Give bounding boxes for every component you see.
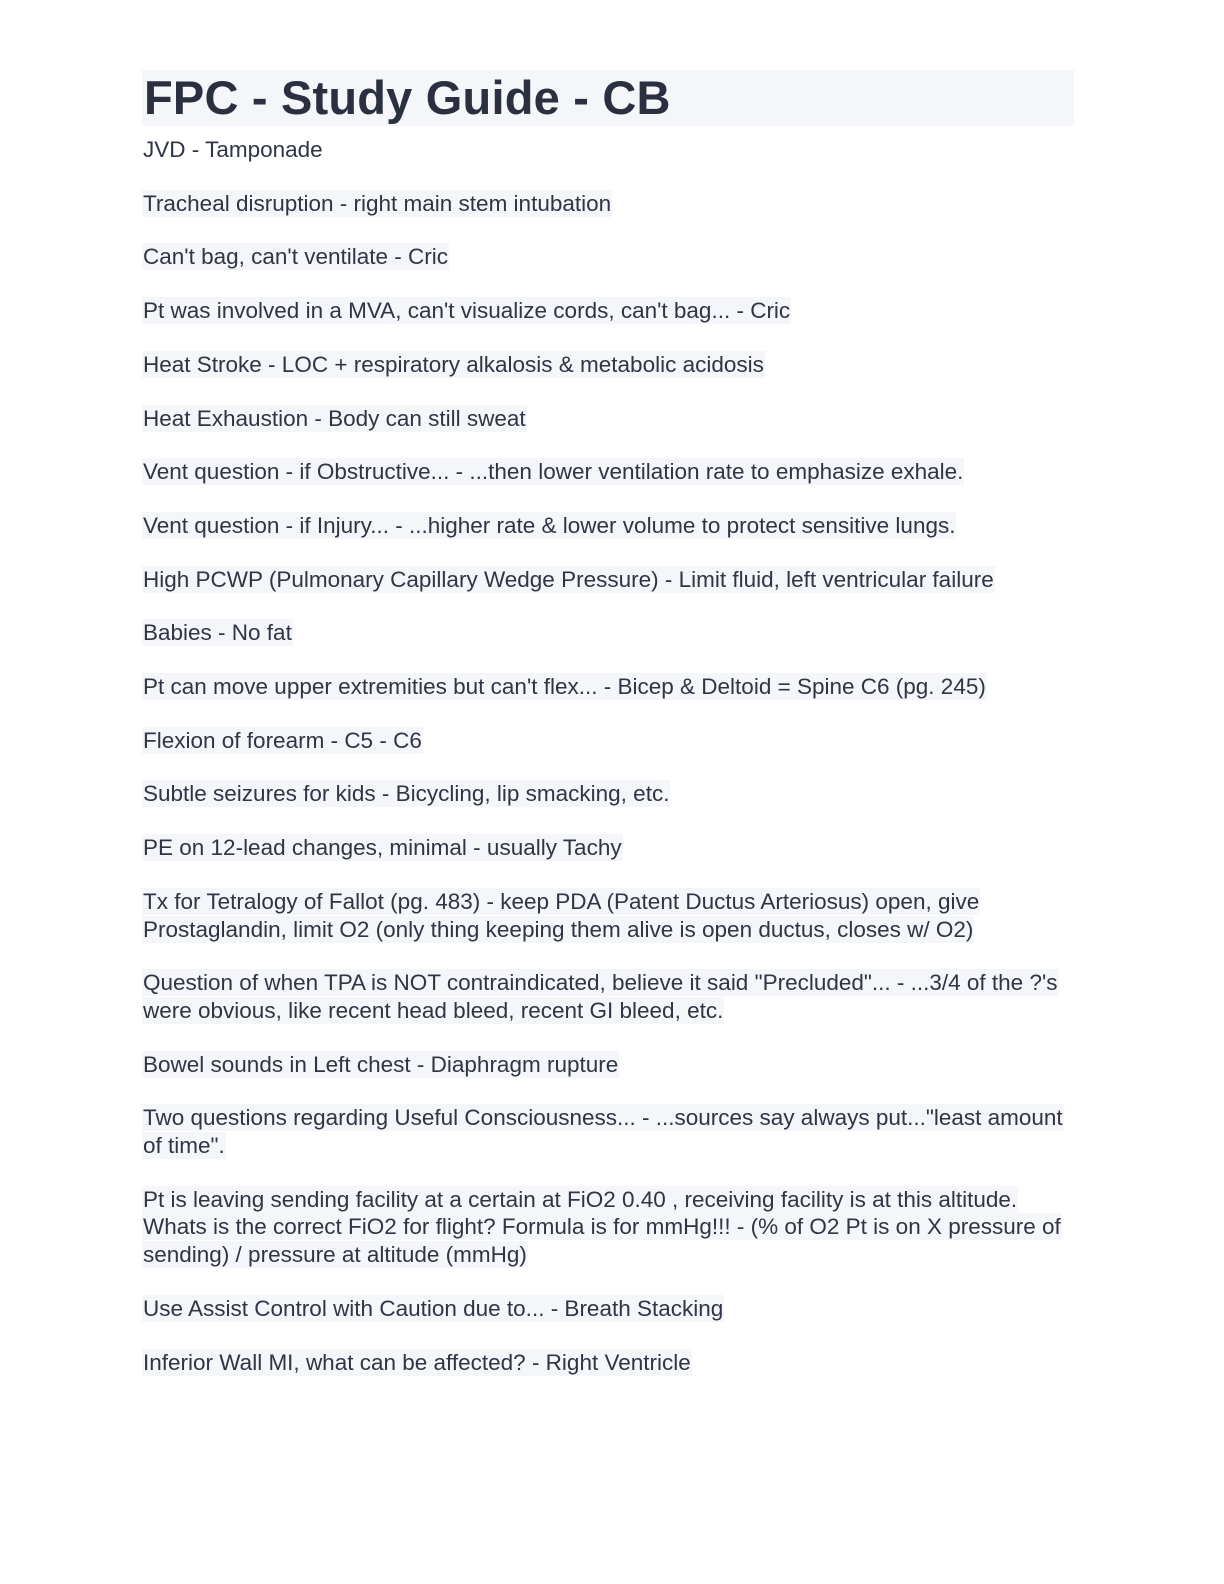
- flashcard: [142, 512, 1074, 540]
- flashcard-text: High PCWP (Pulmonary Capillary Wedge Pressure) - Limit fluid, left ventricular failure: [143, 566, 994, 592]
- flashcard: [142, 834, 1074, 862]
- flashcard: [142, 190, 1074, 218]
- flashcard: [142, 1104, 1074, 1159]
- flashcard: [142, 566, 1074, 594]
- flashcard-text: Can't bag, can't ventilate - Cric: [143, 244, 448, 270]
- flashcard-text: Subtle seizures for kids - Bicycling, lip smacking, etc.: [143, 781, 670, 807]
- flashcard-text: Inferior Wall MI, what can be affected? - Right Ventricle: [143, 1349, 691, 1375]
- flashcard-text: Vent question - if Injury... - ...higher rate & lower volume to protect sensitive lungs.: [143, 512, 956, 538]
- flashcard: [142, 136, 1074, 164]
- flashcard-text: Pt was involved in a MVA, can't visualize cords, can't bag... - Cric: [143, 298, 791, 324]
- flashcard-text: Question of when TPA is NOT contraindicated, believe it said "Precluded"... - ...3/4 of the ?'s were obvious, like recent head bleed, recent GI bleed, etc.: [143, 970, 1058, 1023]
- flashcard: [142, 458, 1074, 486]
- flashcard-text: Heat Exhaustion - Body can still sweat: [143, 405, 526, 431]
- flashcard: [142, 619, 1074, 647]
- flashcard: [142, 243, 1074, 271]
- flashcard: [142, 888, 1074, 943]
- flashcard-text: JVD - Tamponade: [143, 137, 323, 162]
- flashcard-text: Bowel sounds in Left chest - Diaphragm rupture: [143, 1051, 619, 1077]
- flashcard: [142, 297, 1074, 325]
- flashcard: [142, 351, 1074, 379]
- flashcard-text: Pt can move upper extremities but can't flex... - Bicep & Deltoid = Spine C6 (pg. 245): [143, 674, 986, 700]
- flashcard-text: Two questions regarding Useful Consciousness... - ...sources say always put..."least amount of time".: [143, 1105, 1063, 1159]
- flashcard: [142, 1349, 1074, 1377]
- flashcard: [142, 673, 1074, 701]
- flashcard: [142, 1051, 1074, 1079]
- flashcard-text: Tx for Tetralogy of Fallot (pg. 483) - keep PDA (Patent Ductus Arteriosus) open, give Prostaglandin, limit O2 (only thing keeping them alive is open ductus, closes w/ O2): [143, 888, 980, 942]
- flashcard-text: Use Assist Control with Caution due to... - Breath Stacking: [143, 1295, 724, 1321]
- flashcard: [142, 1186, 1074, 1269]
- flashcard-text: Flexion of forearm - C5 - C6: [143, 727, 422, 753]
- flashcard: [142, 727, 1074, 755]
- flashcard: [142, 405, 1074, 433]
- flashcard: [142, 969, 1074, 1024]
- flashcard-text: Pt is leaving sending facility at a certain at FiO2 0.40 , receiving facility is at this altitude. Whats is the correct FiO2 for flight? Formula is for mmHg!!! - (% of O2 Pt is on X pressure of sending) / pressure at altitude (mmHg): [143, 1186, 1061, 1268]
- flashcard: [142, 780, 1074, 808]
- flashcard-text: PE on 12-lead changes, minimal - usually Tachy: [143, 835, 622, 861]
- document-page: [142, 70, 1074, 1402]
- flashcard-text: Heat Stroke - LOC + respiratory alkalosis & metabolic acidosis: [143, 351, 764, 377]
- flashcard-text: Tracheal disruption - right main stem intubation: [143, 190, 612, 216]
- flashcard-text: Babies - No fat: [143, 620, 292, 646]
- flashcard-text: Vent question - if Obstructive... - ...then lower ventilation rate to emphasize exhale.: [143, 459, 964, 485]
- document-title: FPC - Study Guide - CB: [142, 70, 1074, 126]
- flashcard: [142, 1295, 1074, 1323]
